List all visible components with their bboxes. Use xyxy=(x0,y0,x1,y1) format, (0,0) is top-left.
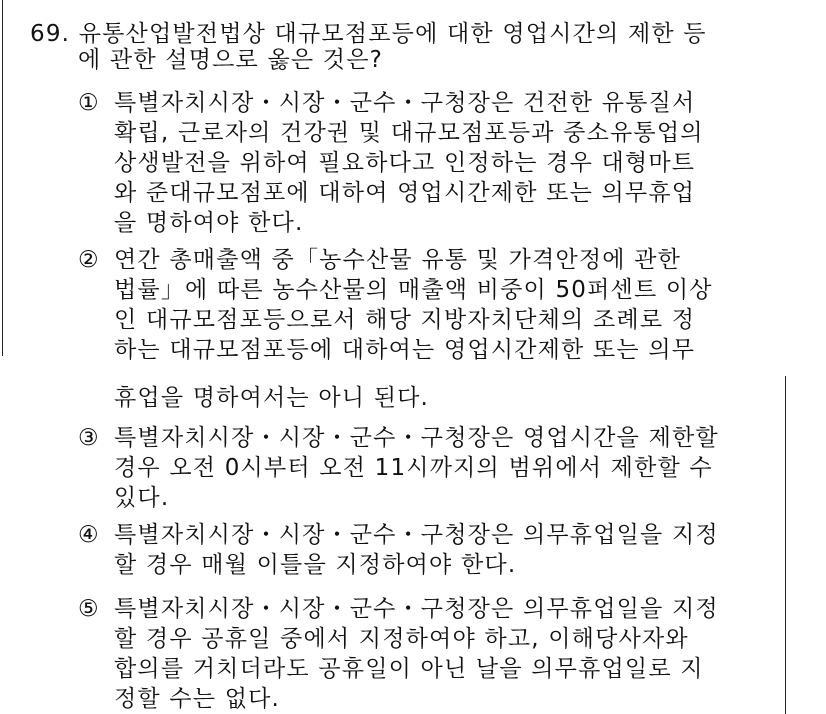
option-1-line: 와 준대규모점포에 대하여 영업시간제한 또는 의무휴업 xyxy=(114,180,696,206)
option-4-line: 할 경우 매월 이틀을 지정하여야 한다. xyxy=(114,552,517,578)
option-1-line: 확립, 근로자의 건강권 및 대규모점포등과 중소유통업의 xyxy=(114,120,704,146)
option-1-line: 상생발전을 위하여 필요하다고 인정하는 경우 대형마트 xyxy=(114,150,696,176)
question-text-line: 에 관한 설명으로 옳은 것은? xyxy=(78,47,384,73)
option-5-line: 특별자치시장・시장・군수・구청장은 의무휴업일을 지정 xyxy=(114,596,719,622)
option-4-line: 특별자치시장・시장・군수・구청장은 의무휴업일을 지정 xyxy=(114,522,719,548)
option-1-marker[interactable]: ① xyxy=(78,90,100,116)
option-2-line: 법률」에 따른 농수산물의 매출액 비중이 50퍼센트 이상 xyxy=(114,277,713,303)
option-2-line: 하는 대규모점포등에 대하여는 영업시간제한 또는 의무 xyxy=(114,337,696,363)
option-2-line: 인 대규모점포등으로서 해당 지방자치단체의 조례로 정 xyxy=(114,307,696,333)
option-2-line: 휴업을 명하여서는 아니 된다. xyxy=(114,385,430,411)
option-4-marker[interactable]: ④ xyxy=(78,522,100,548)
option-5-line: 합의를 거치더라도 공휴일이 아닌 날을 의무휴업일로 지 xyxy=(114,656,704,682)
option-3-line: 경우 오전 0시부터 오전 11시까지의 범위에서 제한할 수 xyxy=(114,455,713,481)
option-3-line: 있다. xyxy=(114,485,170,511)
option-3-marker[interactable]: ③ xyxy=(78,425,100,451)
option-5-line: 정할 수는 없다. xyxy=(114,686,281,712)
right-border-line xyxy=(785,376,786,714)
option-5-line: 할 경우 공휴일 중에서 지정하여야 하고, 이해당사자와 xyxy=(114,626,689,652)
left-border-line xyxy=(2,0,3,356)
option-3-line: 특별자치시장・시장・군수・구청장은 영업시간을 제한할 xyxy=(114,425,719,451)
option-2-line: 연간 총매출액 중「농수산물 유통 및 가격안정에 관한 xyxy=(114,247,682,273)
question-number: 69. xyxy=(30,21,71,47)
option-1-line: 을 명하여야 한다. xyxy=(114,210,304,236)
option-2-marker[interactable]: ② xyxy=(78,247,100,273)
question-text-line: 유통산업발전법상 대규모점포등에 대한 영업시간의 제한 등 xyxy=(78,21,707,47)
option-1-line: 특별자치시장・시장・군수・구청장은 건전한 유통질서 xyxy=(114,90,696,116)
option-5-marker[interactable]: ⑤ xyxy=(78,596,100,622)
